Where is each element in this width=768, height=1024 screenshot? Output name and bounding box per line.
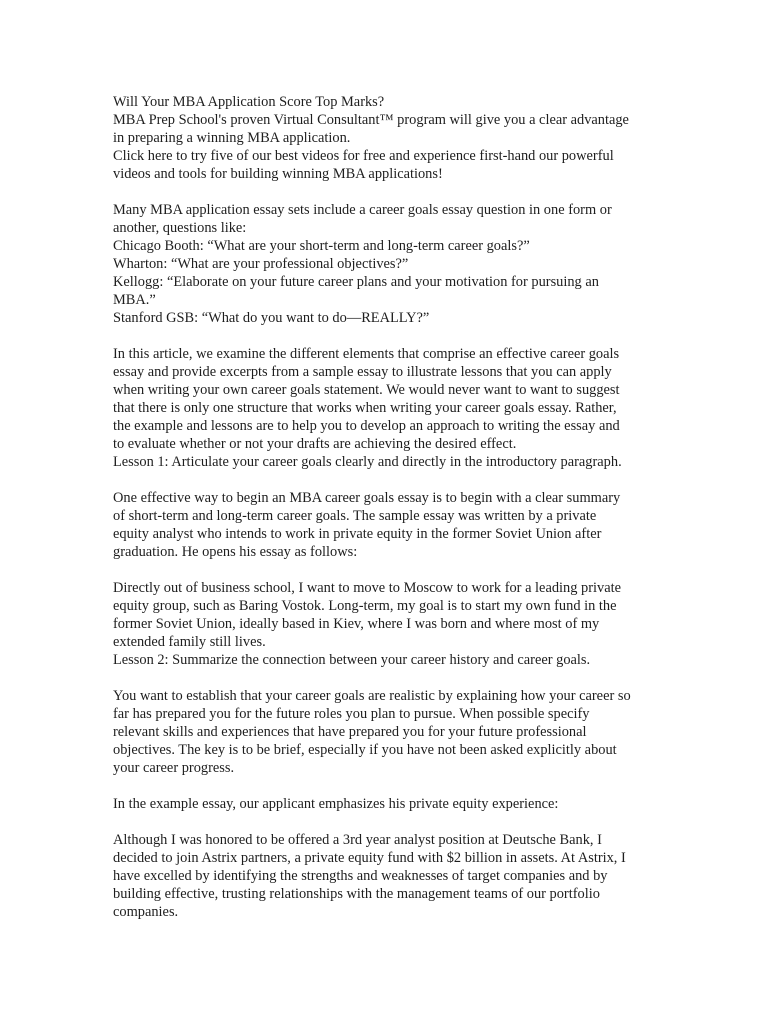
text-line: extended family still lives.	[113, 634, 266, 650]
text-line: Wharton: “What are your professional objectives?”	[113, 256, 409, 272]
text-line: One effective way to begin an MBA career goals essay is to begin with a clear summary	[113, 490, 621, 506]
paragraph-gap	[113, 561, 653, 579]
paragraph-gap	[113, 777, 653, 795]
text-line: the example and lessons are to help you to develop an approach to writing the essay and	[113, 418, 620, 434]
text-line: when writing your own career goals statement. We would never want to want to suggest	[113, 382, 620, 398]
paragraph-gap	[113, 183, 653, 201]
text-line: Lesson 1: Articulate your career goals clearly and directly in the introductory paragraph.	[113, 454, 622, 470]
text-line: equity group, such as Baring Vostok. Long-term, my goal is to start my own fund in the	[113, 598, 617, 614]
text-line: Directly out of business school, I want to move to Moscow to work for a leading private	[113, 580, 621, 596]
document-heading: Will Your MBA Application Score Top Marks?	[113, 94, 385, 110]
text-line: that there is only one structure that works when writing your career goals essay. Rather,	[113, 400, 617, 416]
text-line: relevant skills and experiences that have prepared you for your future professional	[113, 724, 587, 740]
text-line: Although I was honored to be offered a 3rd year analyst position at Deutsche Bank, I	[113, 832, 602, 848]
text-line: graduation. He opens his essay as follows:	[113, 544, 358, 560]
text-line: to evaluate whether or not your drafts are achieving the desired effect.	[113, 436, 517, 452]
text-line: videos and tools for building winning MBA applications!	[113, 166, 443, 182]
text-line: companies.	[113, 904, 179, 920]
text-line: In this article, we examine the different elements that comprise an effective career goals	[113, 346, 620, 362]
text-line: In the example essay, our applicant emphasizes his private equity experience:	[113, 796, 559, 812]
text-line: your career progress.	[113, 760, 235, 776]
text-line: former Soviet Union, ideally based in Kiev, where I was born and where most of my	[113, 616, 600, 632]
text-line: Chicago Booth: “What are your short-term and long-term career goals?”	[113, 238, 530, 254]
text-line: objectives. The key is to be brief, especially if you have not been asked explicitly about	[113, 742, 617, 758]
text-line: have excelled by identifying the strengths and weaknesses of target companies and by	[113, 868, 608, 884]
text-line: decided to join Astrix partners, a private equity fund with $2 billion in assets. At Astrix, I	[113, 850, 626, 866]
text-line: Stanford GSB: “What do you want to do—REALLY?”	[113, 310, 430, 326]
text-line: Click here to try five of our best videos for free and experience first-hand our powerful	[113, 148, 614, 164]
paragraph-gap	[113, 813, 653, 831]
paragraph-gap	[113, 327, 653, 345]
text-line: essay and provide excerpts from a sample essay to illustrate lessons that you can apply	[113, 364, 612, 380]
text-line: in preparing a winning MBA application.	[113, 130, 351, 146]
text-line: You want to establish that your career goals are realistic by explaining how your career so	[113, 688, 631, 704]
text-line: of short-term and long-term career goals. The sample essay was written by a private	[113, 508, 597, 524]
text-line: MBA.”	[113, 292, 156, 308]
text-line: another, questions like:	[113, 220, 247, 236]
text-line: building effective, trusting relationships with the management teams of our portfolio	[113, 886, 600, 902]
document-body	[113, 93, 653, 921]
text-line: equity analyst who intends to work in private equity in the former Soviet Union after	[113, 526, 602, 542]
text-line: MBA Prep School's proven Virtual Consultant™ program will give you a clear advantage	[113, 112, 629, 128]
text-line: far has prepared you for the future roles you plan to pursue. When possible specify	[113, 706, 590, 722]
text-line: Many MBA application essay sets include a career goals essay question in one form or	[113, 202, 612, 218]
paragraph-gap	[113, 669, 653, 687]
text-line: Kellogg: “Elaborate on your future career plans and your motivation for pursuing an	[113, 274, 599, 290]
paragraph-gap	[113, 471, 653, 489]
text-line: Lesson 2: Summarize the connection between your career history and career goals.	[113, 652, 591, 668]
